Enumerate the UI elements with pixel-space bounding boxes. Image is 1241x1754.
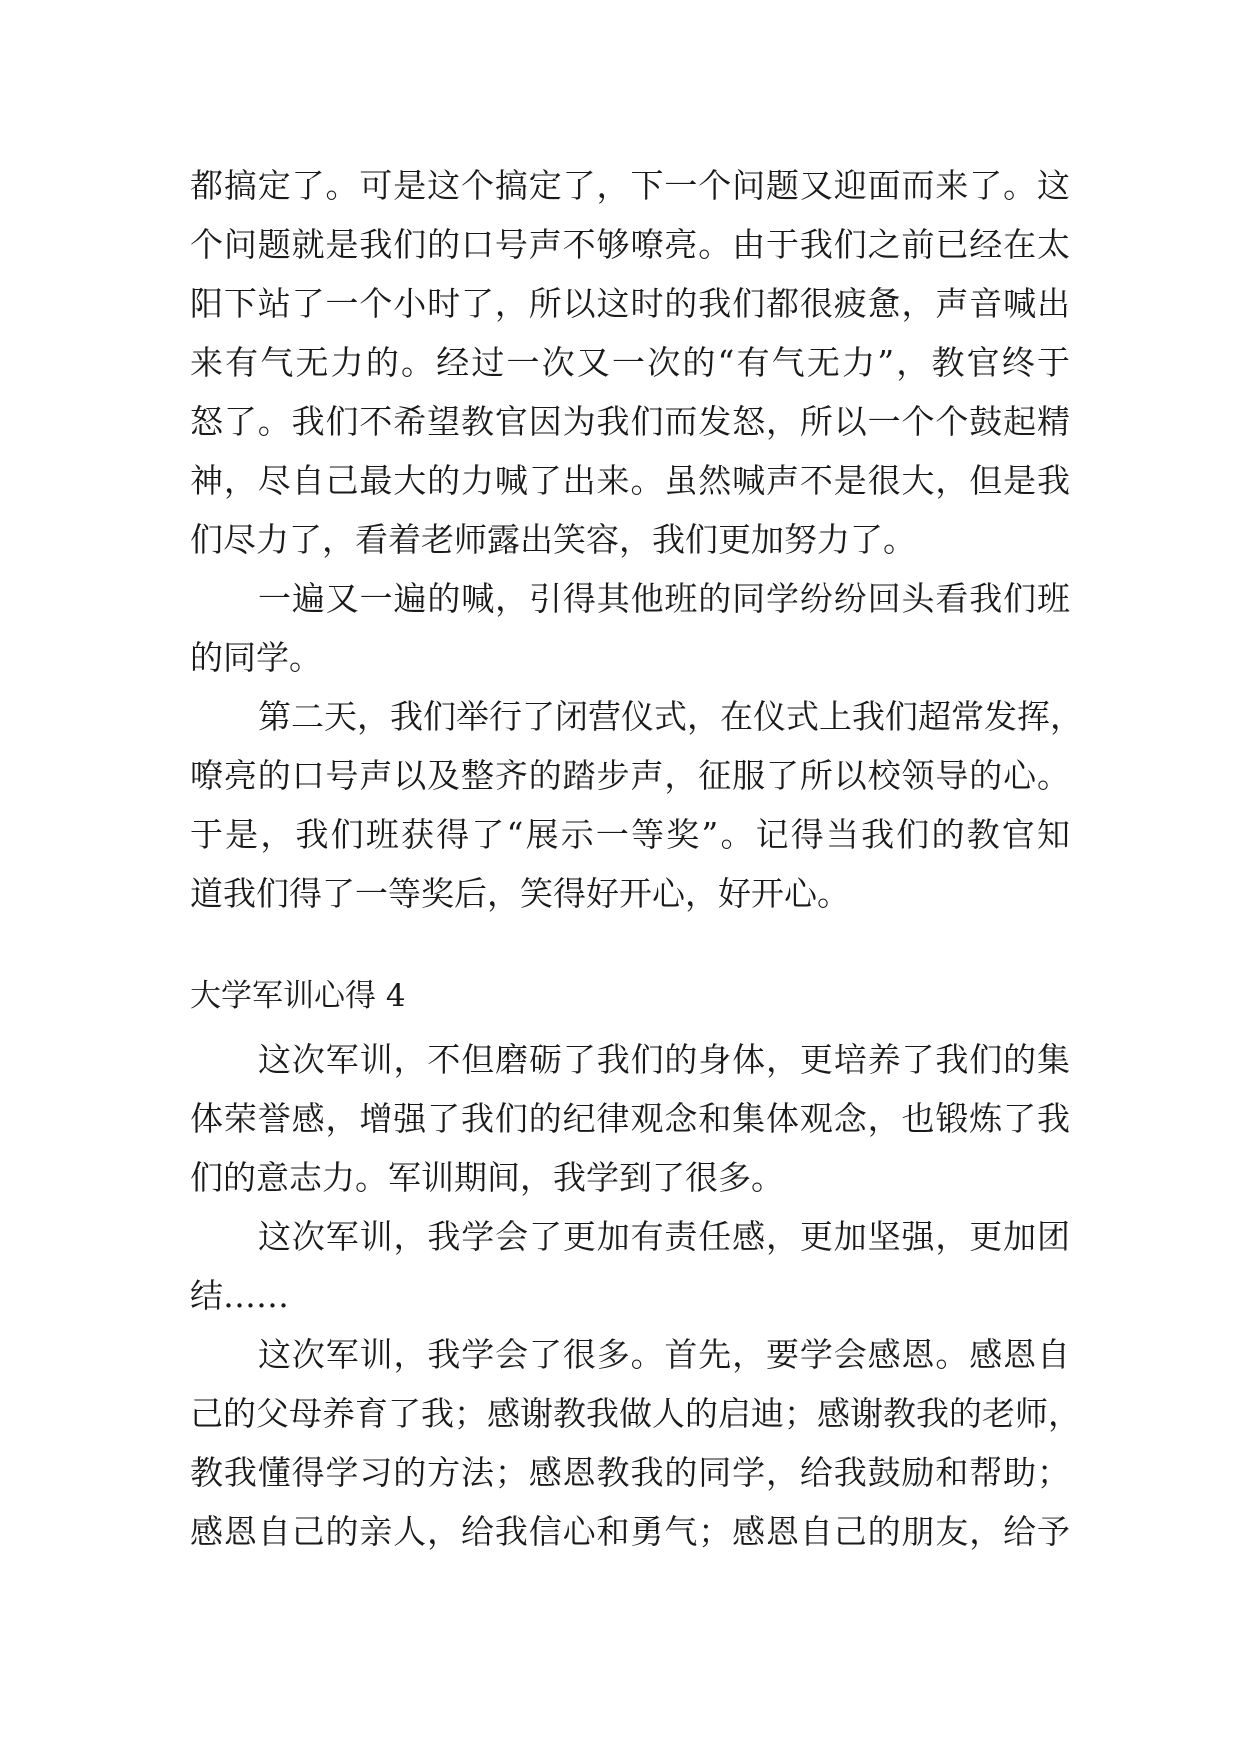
paragraph-line: 阳下站了一个小时了，所以这时的我们都很疲惫，声音喊出 [190,284,1070,323]
section-heading: 大学军训心得 4 [190,978,406,1014]
paragraph-line: 教我懂得学习的方法；感恩教我的同学，给我鼓励和帮助； [190,1453,1070,1492]
paragraph-line: 道我们得了一等奖后，笑得好开心，好开心。 [190,874,850,913]
paragraph-line: 个问题就是我们的口号声不够嘹亮。由于我们之前已经在太 [190,225,1070,264]
paragraph-line: 嘹亮的口号声以及整齐的踏步声，征服了所以校领导的心。 [190,756,1070,795]
paragraph-line: 己的父母养育了我；感谢教我做人的启迪；感谢教我的老师， [190,1394,1081,1433]
paragraph-line: 结…… [190,1276,289,1315]
paragraph-line: 第二天，我们举行了闭营仪式，在仪式上我们超常发挥， [258,697,1083,736]
paragraph-line: 们尽力了，看着老师露出笑容，我们更加努力了。 [190,520,916,559]
paragraph-line: 都搞定了。可是这个搞定了，下一个问题又迎面而来了。这 [190,166,1070,205]
paragraph-line: 怒了。我们不希望教官因为我们而发怒，所以一个个鼓起精 [190,402,1070,441]
paragraph-line: 体荣誉感，增强了我们的纪律观念和集体观念，也锻炼了我 [190,1099,1070,1138]
paragraph-line: 这次军训，我学会了更加有责任感，更加坚强，更加团 [258,1217,1070,1256]
paragraph-line: 神，尽自己最大的力喊了出来。虽然喊声不是很大，但是我 [190,461,1070,500]
paragraph-line: 来有气无力的。经过一次又一次的“有气无力”，教官终于 [190,343,1070,382]
paragraph-line: 一遍又一遍的喊，引得其他班的同学纷纷回头看我们班 [258,579,1070,618]
paragraph-line: 于是，我们班获得了“展示一等奖”。记得当我们的教官知 [190,815,1070,854]
paragraph-line: 的同学。 [190,638,322,677]
paragraph-line: 感恩自己的亲人，给我信心和勇气；感恩自己的朋友，给予 [190,1512,1070,1551]
paragraph-line: 们的意志力。军训期间，我学到了很多。 [190,1158,784,1197]
paragraph-line: 这次军训，不但磨砺了我们的身体，更培养了我们的集 [258,1040,1070,1079]
paragraph-line: 这次军训，我学会了很多。首先，要学会感恩。感恩自 [258,1335,1070,1374]
